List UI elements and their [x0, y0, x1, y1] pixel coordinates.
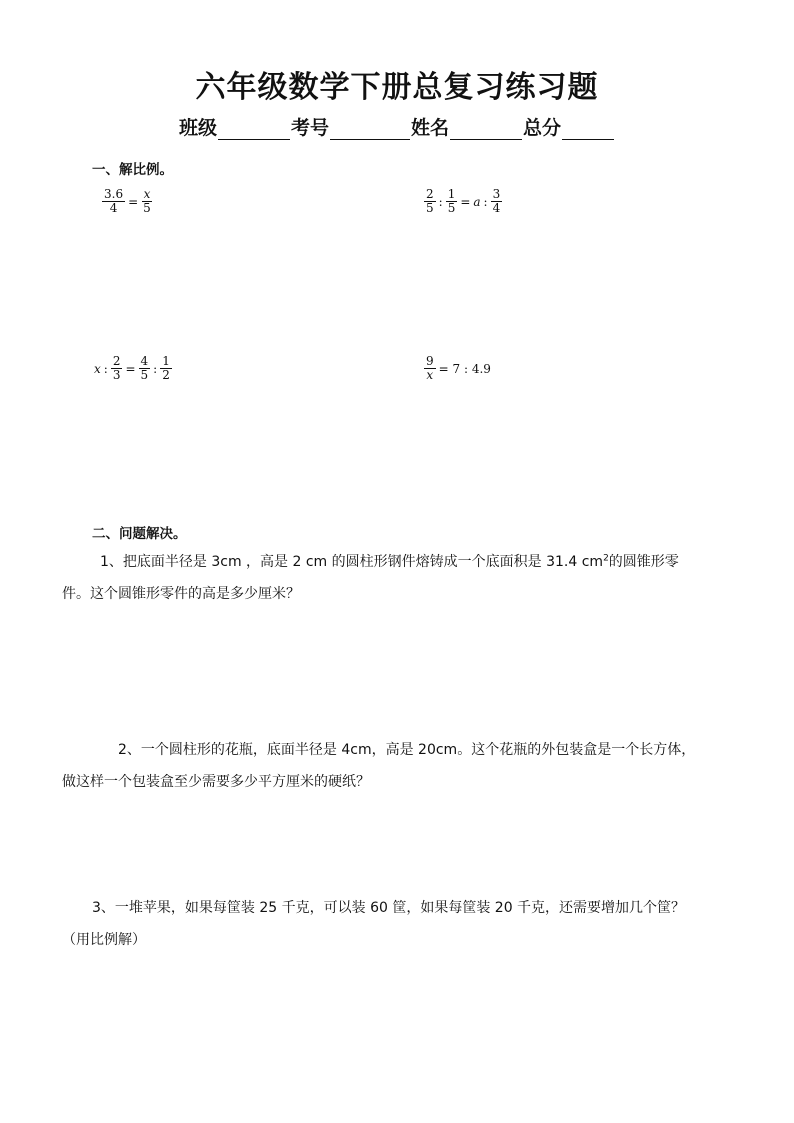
name-label: 姓名: [411, 117, 450, 139]
section-1-heading: 一、解比例。: [92, 162, 173, 178]
section-2-heading: 二、问题解决。: [92, 526, 187, 542]
class-blank[interactable]: [218, 121, 290, 140]
fraction: $\frac{3.6}{4}$: [104, 187, 124, 215]
equation-1: $\frac{3.6}{4}$ = $\frac{x}{5}$: [104, 187, 151, 215]
score-blank[interactable]: [562, 121, 614, 140]
problem-1-line-1: 1、把底面半径是 3cm ，高是 2 cm 的圆柱形钢件熔铸成一个底面积是 31.4 $cm^2$的圆锥形零: [100, 553, 679, 570]
exam-no-label: 考号: [290, 117, 329, 139]
fraction: $\frac{9}{x}$: [426, 354, 434, 382]
fraction: $\frac{3}{4}$: [492, 187, 501, 215]
problem-1-line-2: 件。这个圆锥形零件的高是多少厘米？: [62, 586, 300, 602]
fraction: $\frac{4}{5}$: [140, 354, 149, 382]
problem-3-line-2: （用比例解）: [62, 932, 146, 948]
student-info-line: [0, 113, 794, 140]
fraction: $\frac{1}{5}$: [447, 187, 456, 215]
problem-1: [62, 546, 742, 610]
exam-no-blank[interactable]: [330, 121, 410, 140]
equation-4: $\frac{9}{x}$ = 7 : 4.9: [426, 354, 491, 382]
fraction: $\frac{x}{5}$: [143, 187, 151, 215]
equation-3: x : $\frac{2}{3}$ = $\frac{4}{5}$ : $\frac{1}{2}$: [94, 354, 170, 382]
class-label: 班级: [178, 117, 217, 139]
problem-3-line-1: 3、一堆苹果，如果每筐装 25 千克，可以装 60 筐，如果每筐装 20 千克，还需要增加几个筐？: [92, 900, 686, 916]
score-label: 总分: [523, 117, 562, 139]
equation-2: $\frac{2}{5}$ : $\frac{1}{5}$ = a : $\frac{3}{4}$: [426, 187, 501, 215]
fraction: $\frac{2}{5}$: [426, 187, 434, 215]
name-blank[interactable]: [450, 121, 522, 140]
fraction: $\frac{2}{3}$: [112, 354, 121, 382]
problem-3: [62, 892, 742, 956]
problem-2-line-2: 做这样一个包装盒至少需要多少平方厘米的硬纸？: [62, 774, 370, 790]
fraction: $\frac{1}{2}$: [162, 354, 170, 382]
problem-2-line-1: 2、一个圆柱形的花瓶，底面半径是 4cm，高是 20cm。这个花瓶的外包装盒是一个长方体，: [118, 742, 696, 758]
page-title: 六年级数学下册总复习练习题: [195, 70, 599, 105]
problem-2: [62, 734, 742, 798]
